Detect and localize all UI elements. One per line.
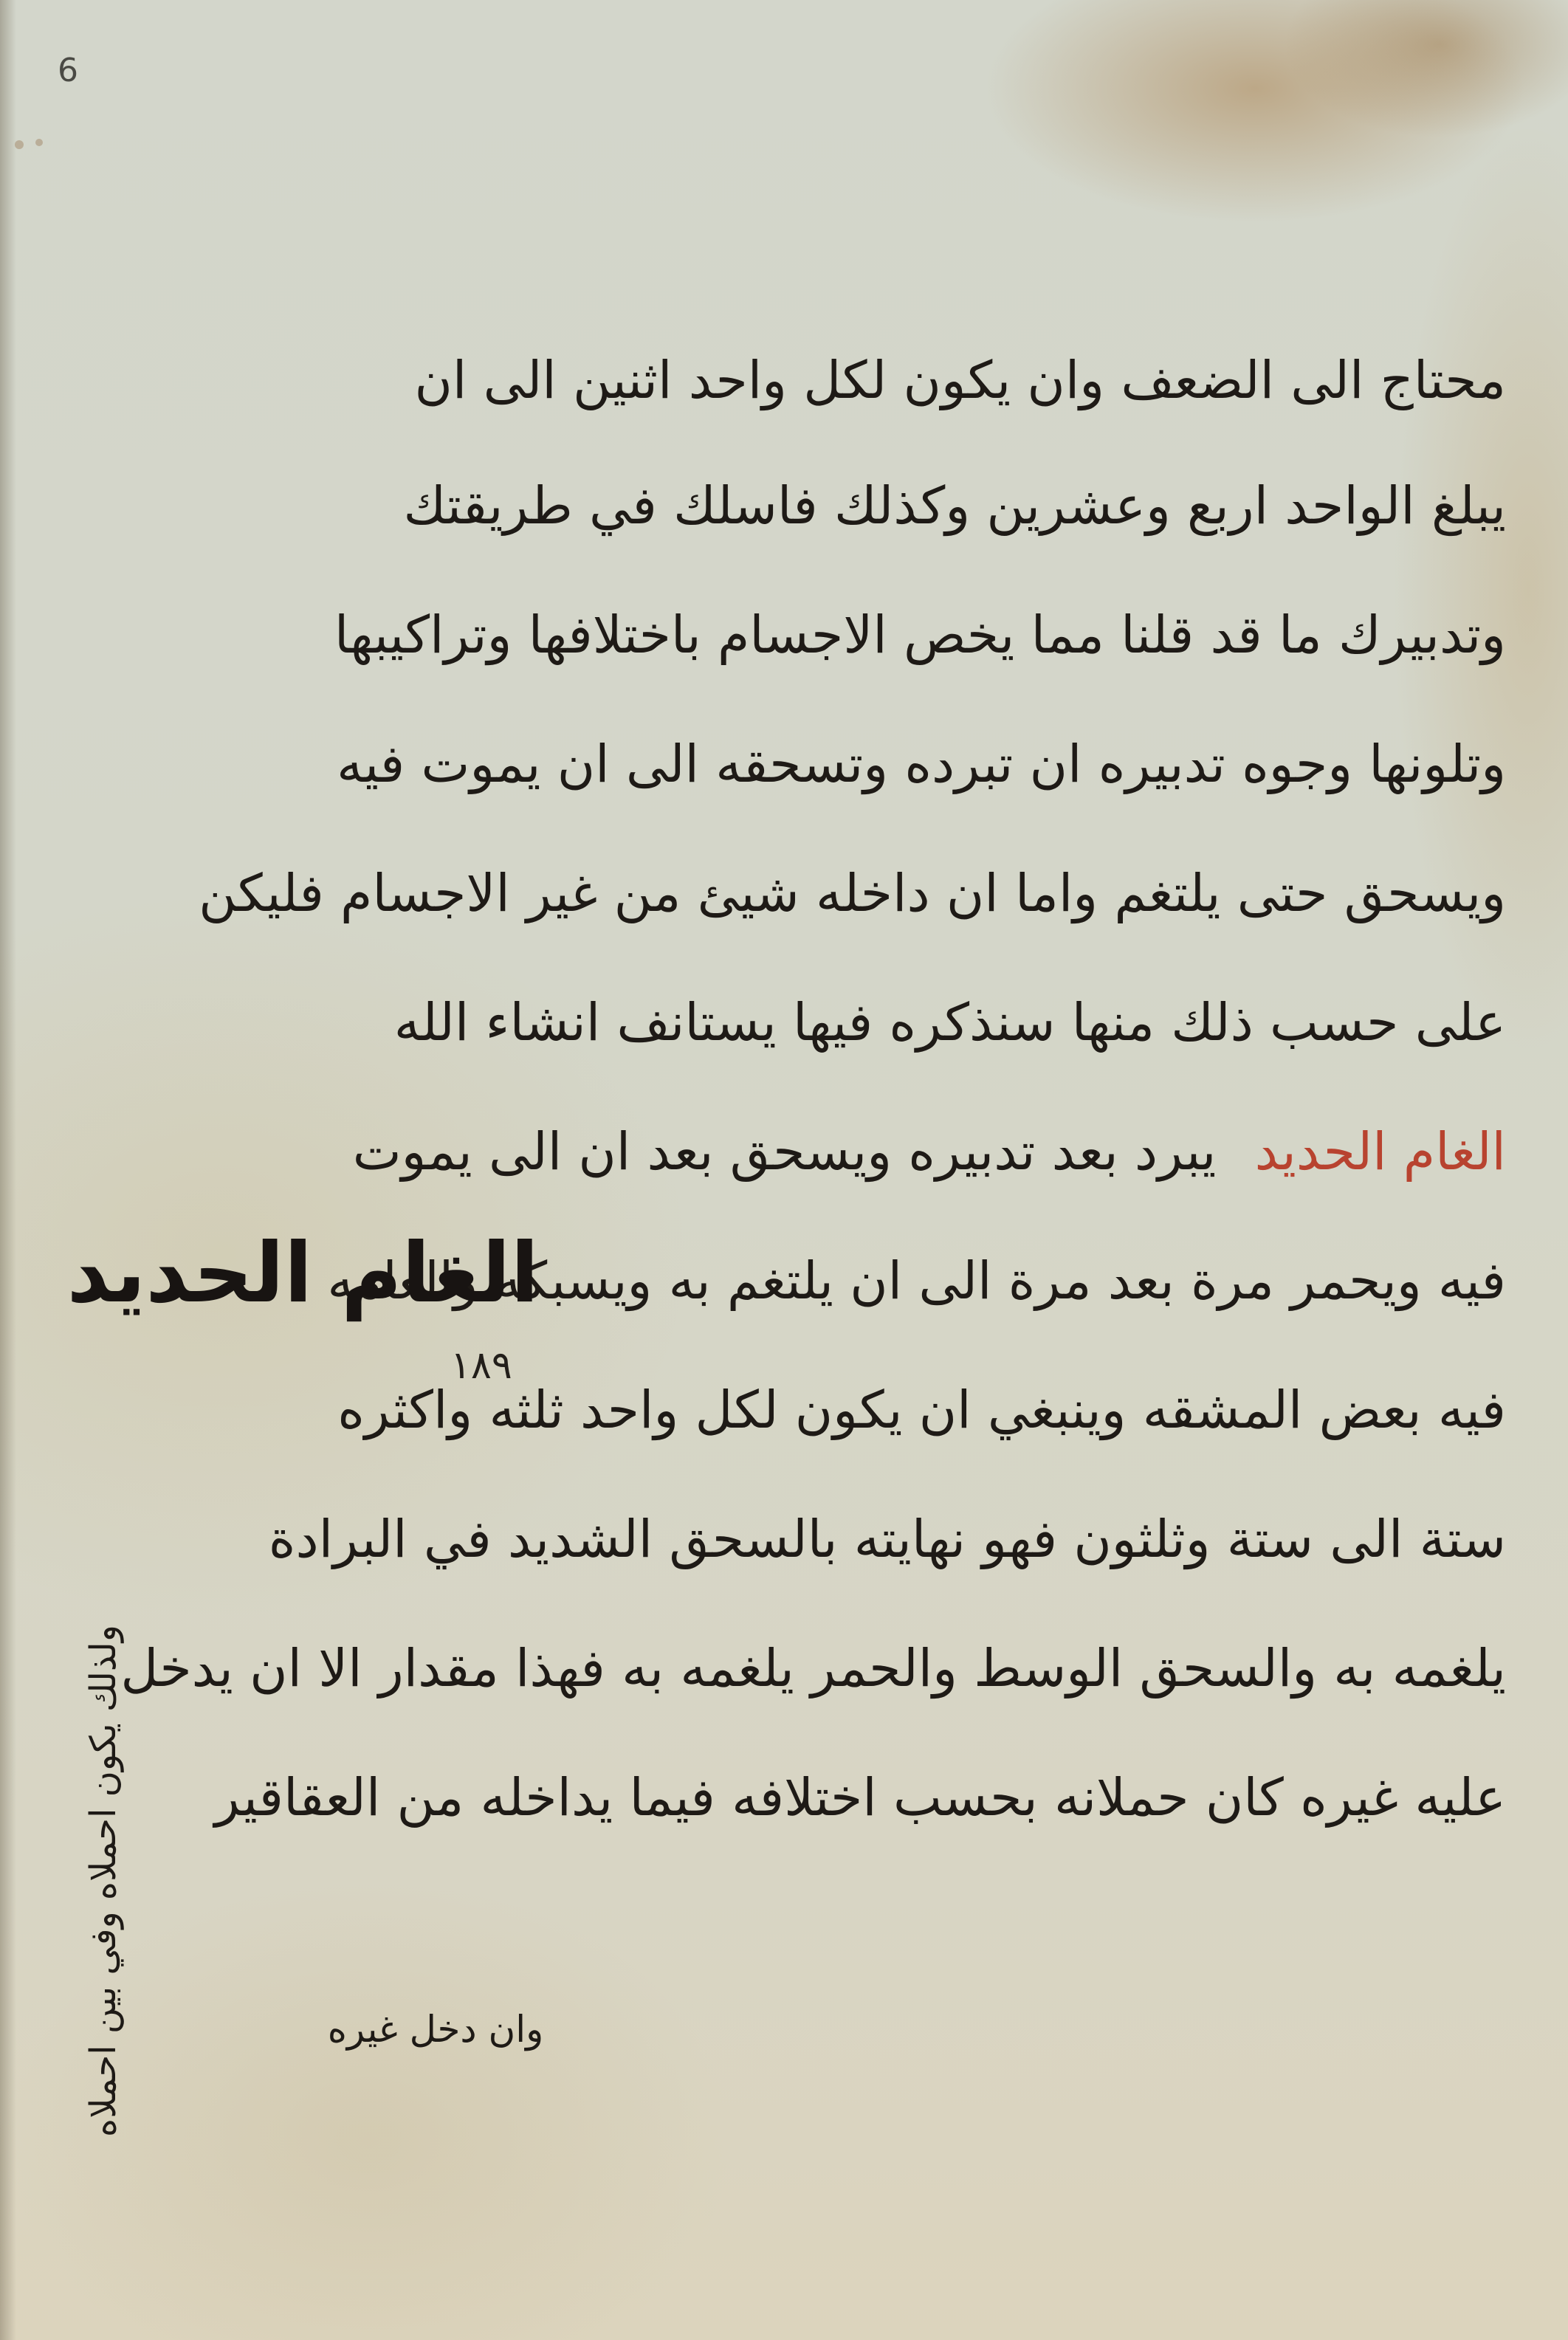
text-line: فيه ويحمر مرة بعد مرة الى ان يلتغم به ويسبكه والغامه (327, 1250, 1506, 1311)
text-line: يلغمه به والسحق الوسط والحمر يلغمه به فهذا مقدار الا ان يدخل (120, 1638, 1506, 1699)
margin-footnote: وان دخل غيره (327, 2008, 544, 2051)
margin-number: ١٨٩ (450, 1343, 512, 1388)
text-line: ستة الى ستة وثلثون فهو نهايته بالسحق الشديد في البرادة (268, 1509, 1506, 1569)
stain-spot (15, 140, 24, 149)
text-line: على حسب ذلك منها سنذكره فيها يستانف انشاء الله (393, 992, 1506, 1053)
margin-vertical-note: ولذلك يكون احملاه وفي بين احملاه (83, 1625, 124, 2137)
rubric-heading: الغام الحديد (1254, 1121, 1506, 1182)
text-line: يبلغ الواحد اربع وعشرين وكذلك فاسلك في طريقتك (403, 475, 1506, 536)
text-line: وتدبيرك ما قد قلنا مما يخص الاجسام باختلافها وتراكيبها (334, 605, 1506, 665)
text-line: محتاج الى الضعف وان يكون لكل واحد اثنين الى ان (414, 350, 1506, 410)
margin-heading: الغام الحديد (66, 1225, 539, 1321)
rubric-text-line (352, 1089, 1506, 1214)
text-line: ويسحق حتى يلتغم واما ان داخله شيئ من غير الاجسام فليكن (199, 863, 1506, 923)
stain-spot (35, 139, 43, 146)
text-line: وتلونها وجوه تدبيره ان تبرده وتسحقه الى ان يموت فيه (337, 734, 1506, 794)
text-line: فيه بعض المشقه وينبغي ان يكون لكل واحد ثلثه واكثره (337, 1380, 1506, 1440)
folio-number: 6 (58, 52, 78, 89)
rubric-line-text: يبرد بعد تدبيره ويسحق بعد ان الى يموت (352, 1121, 1217, 1182)
text-line: عليه غيره كان حملانه بحسب اختلافه فيما يداخله من العقاقير (214, 1767, 1506, 1828)
